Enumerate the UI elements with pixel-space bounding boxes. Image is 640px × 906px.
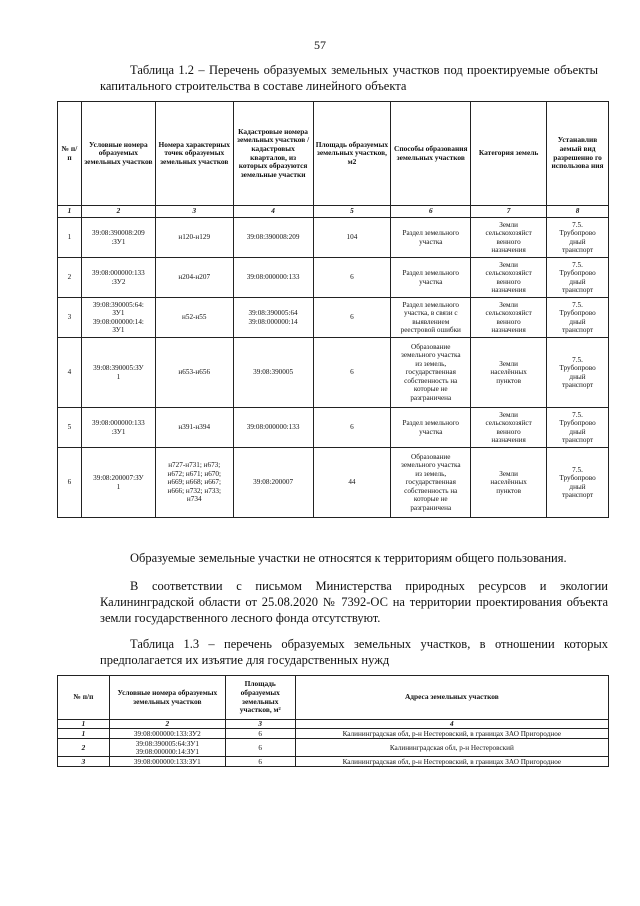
column-number: 8 xyxy=(547,206,609,218)
table-cell: Калининградская обл, р-н Нестеровский, в границах ЗАО Пригородное xyxy=(295,729,608,739)
column-number: 6 xyxy=(391,206,471,218)
table-cell: 6 xyxy=(225,739,295,757)
table-cell: Калининградская обл, р-н Нестеровский xyxy=(295,739,608,757)
table-cell: 6 xyxy=(313,258,391,298)
header-cell: Способы образования земельных участков xyxy=(391,102,471,206)
table-row xyxy=(58,338,609,408)
table-row xyxy=(58,448,609,518)
table-cell: 104 xyxy=(313,218,391,258)
column-number: 3 xyxy=(225,720,295,729)
table-cell: Земли сельскохозяйст венного назначения xyxy=(471,218,547,258)
table-cell: Земли населённых пунктов xyxy=(471,448,547,518)
table-1-caption: Таблица 1.2 – Перечень образуемых земельных участков под проектируемые объекты капитального строительства в составе линейного объекта xyxy=(100,63,598,93)
table-cell: Раздел земельного участка xyxy=(391,218,471,258)
table-cell: 39:08:000000:133:ЗУ1 xyxy=(109,757,225,767)
table-cell: 39:08:200007:ЗУ 1 xyxy=(81,448,155,518)
table-cell: 44 xyxy=(313,448,391,518)
table-cell: 39:08:390005:64: ЗУ1 39:08:000000:14: ЗУ1 xyxy=(81,298,155,338)
page-number: 57 xyxy=(314,38,326,52)
table-cell: 39:08:390005:64:ЗУ1 39:08:000000:14:ЗУ1 xyxy=(109,739,225,757)
column-number: 2 xyxy=(81,206,155,218)
table-cell: н204-н207 xyxy=(155,258,233,298)
column-number: 3 xyxy=(155,206,233,218)
table-cell: н391-н394 xyxy=(155,408,233,448)
column-number: 4 xyxy=(233,206,313,218)
table-cell: 39:08:390005 xyxy=(233,338,313,408)
header-cell: Адреса земельных участков xyxy=(295,676,608,720)
header-cell: № п/п xyxy=(58,102,82,206)
table-cell: Земли населённых пунктов xyxy=(471,338,547,408)
table-cell: 6 xyxy=(313,298,391,338)
table-cell: 39:08:000000:133 :ЗУ1 xyxy=(81,408,155,448)
header-cell: Условные номера образуемых земельных участков xyxy=(109,676,225,720)
header-cell: Площадь образуемых земельных участков, м2 xyxy=(313,102,391,206)
table-cell: 39:08:000000:133:ЗУ2 xyxy=(109,729,225,739)
table-row xyxy=(58,739,609,757)
table-cell: Калининградская обл, р-н Нестеровский, в границах ЗАО Пригородное xyxy=(295,757,608,767)
table-land-plots xyxy=(57,101,609,518)
header-cell: Номера характерных точек образуемых земельных участков xyxy=(155,102,233,206)
table-2-caption: Таблица 1.3 – перечень образуемых земельных участков, в отношении которых предполагается их изъятие для государственных нужд xyxy=(100,637,608,667)
table-cell: 6 xyxy=(225,729,295,739)
table-row xyxy=(58,298,609,338)
table-cell: 7.5. Трубопрово дный транспорт xyxy=(547,218,609,258)
table-row xyxy=(58,218,609,258)
table-cell: 39:08:000000:133 xyxy=(233,258,313,298)
column-number: 4 xyxy=(295,720,608,729)
header-cell: Площадь образуемых земельных участков, м² xyxy=(225,676,295,720)
table-cell: 7.5. Трубопрово дный транспорт xyxy=(547,408,609,448)
table-cell: 39:08:390005:64 39:08:000000:14 xyxy=(233,298,313,338)
table-cell: Образование земельного участка из земель, государственная собственность на которые не разграничена xyxy=(391,338,471,408)
column-number: 7 xyxy=(471,206,547,218)
table-cell: 6 xyxy=(313,338,391,408)
table-cell: 4 xyxy=(58,338,82,408)
table-cell: Образование земельного участка из земель, государственная собственность на которые не разграничена xyxy=(391,448,471,518)
table-cell: 2 xyxy=(58,258,82,298)
paragraph-forest-fund: В соответствии с письмом Министерства природных ресурсов и экологии Калининградской области от 25.08.2020 № 7392-ОС на территории проектирования объекта земли государственного лесного фонда отсутствуют. xyxy=(100,579,608,625)
table-cell: 39:08:200007 xyxy=(233,448,313,518)
table-cell: 7.5. Трубопрово дный транспорт xyxy=(547,298,609,338)
table-cell: Раздел земельного участка xyxy=(391,408,471,448)
table-cell: 39:08:000000:133 xyxy=(233,408,313,448)
table-cell: Земли сельскохозяйст венного назначения xyxy=(471,258,547,298)
table-cell: 1 xyxy=(58,729,110,739)
table-cell: 2 xyxy=(58,739,110,757)
table-cell: Земли сельскохозяйст венного назначения xyxy=(471,408,547,448)
table-cell: 3 xyxy=(58,757,110,767)
table-cell: 6 xyxy=(313,408,391,448)
column-number: 1 xyxy=(58,206,82,218)
table-row xyxy=(58,258,609,298)
table-cell: Раздел земельного участка xyxy=(391,258,471,298)
column-number-row xyxy=(58,720,609,729)
column-number-row xyxy=(58,206,609,218)
table-cell: 6 xyxy=(225,757,295,767)
header-cell: № п/п xyxy=(58,676,110,720)
table-cell: 39:08:390008:209 :ЗУ1 xyxy=(81,218,155,258)
table-cell: н52-н55 xyxy=(155,298,233,338)
column-number: 1 xyxy=(58,720,110,729)
table-cell: 7.5. Трубопрово дный транспорт xyxy=(547,338,609,408)
table-cell: 1 xyxy=(58,218,82,258)
table-row xyxy=(58,757,609,767)
table-cell: н120-н129 xyxy=(155,218,233,258)
header-cell: Условные номера образуемых земельных участков xyxy=(81,102,155,206)
table-header-row xyxy=(58,676,609,720)
column-number: 5 xyxy=(313,206,391,218)
table-cell: 7.5. Трубопрово дный транспорт xyxy=(547,448,609,518)
header-cell: Кадастровые номера земельных участков / кадастровых кварталов, из которых образуются земельные участки xyxy=(233,102,313,206)
table-cell: н653-н656 xyxy=(155,338,233,408)
table-cell: Раздел земельного участка, в связи с выявлением реестровой ошибки xyxy=(391,298,471,338)
header-cell: Категория земель xyxy=(471,102,547,206)
table-cell: 3 xyxy=(58,298,82,338)
table-cell: 6 xyxy=(58,448,82,518)
table-cell: 39:08:000000:133 :ЗУ2 xyxy=(81,258,155,298)
table-cell: 5 xyxy=(58,408,82,448)
table-row xyxy=(58,729,609,739)
table-header-row xyxy=(58,102,609,206)
paragraph-public-use: Образуемые земельные участки не относятся к территориям общего пользования. xyxy=(130,551,567,565)
table-cell: н727-н731; н673; н672; н671; н670; н669; н668; н667; н666; н732; н733; н734 xyxy=(155,448,233,518)
table-seizure-plots xyxy=(57,675,609,767)
table-cell: Земли сельскохозяйст венного назначения xyxy=(471,298,547,338)
table-cell: 39:08:390005:ЗУ 1 xyxy=(81,338,155,408)
table-row xyxy=(58,408,609,448)
header-cell: Устанавлив аемый вид разрешенно го использова ния xyxy=(547,102,609,206)
table-cell: 39:08:390008:209 xyxy=(233,218,313,258)
column-number: 2 xyxy=(109,720,225,729)
table-cell: 7.5. Трубопрово дный транспорт xyxy=(547,258,609,298)
